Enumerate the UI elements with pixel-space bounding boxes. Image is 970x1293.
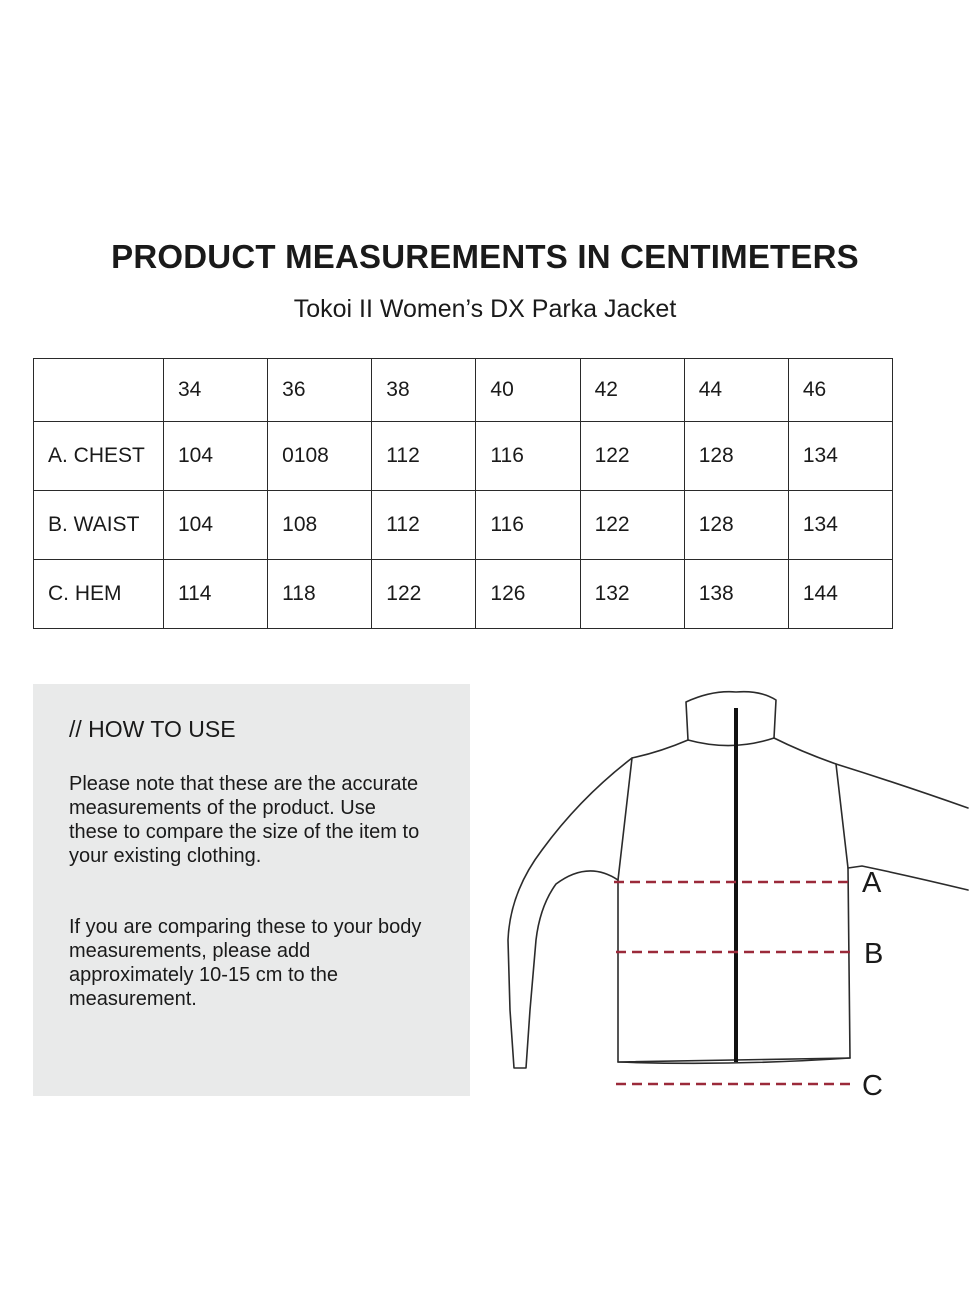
table-cell: 134 [788, 491, 892, 560]
table-cell: 108 [268, 491, 372, 560]
header-cell: 40 [476, 359, 580, 422]
header-cell: 46 [788, 359, 892, 422]
table-cell: 104 [164, 491, 268, 560]
waist-marker-label: B [864, 938, 884, 970]
row-label: C. HEM [34, 560, 164, 629]
page-title: PRODUCT MEASUREMENTS IN CENTIMETERS [111, 238, 859, 275]
table-row-chest [34, 422, 893, 491]
table-row-hem [34, 560, 893, 629]
header-cell: 44 [684, 359, 788, 422]
how-to-use-panel [33, 684, 470, 1096]
table-cell: 132 [580, 560, 684, 629]
collar-seam [688, 738, 774, 746]
table-header-row [34, 359, 893, 422]
how-to-use-paragraph: Please note that these are the accurate measurements of the product. Use these to compare the size of the item to your existing clothing. [69, 773, 420, 867]
left-sleeve-outline [508, 758, 632, 1068]
header-cell [34, 359, 164, 422]
table-cell: 128 [684, 422, 788, 491]
hem-marker-label: C [862, 1070, 883, 1102]
table-cell: 122 [372, 560, 476, 629]
table-cell: 134 [788, 422, 892, 491]
table-cell: 0108 [268, 422, 372, 491]
how-to-use-paragraph: If you are comparing these to your body measurements, please add approximately 10-15 cm to the measurement. [69, 916, 422, 1010]
table-cell: 116 [476, 491, 580, 560]
table-cell: 104 [164, 422, 268, 491]
table-cell: 138 [684, 560, 788, 629]
table-cell: 144 [788, 560, 892, 629]
row-label: A. CHEST [34, 422, 164, 491]
chest-marker-label: A [862, 867, 882, 899]
table-cell: 126 [476, 560, 580, 629]
header-cell: 34 [164, 359, 268, 422]
table-cell: 114 [164, 560, 268, 629]
table-cell: 128 [684, 491, 788, 560]
table-row-waist [34, 491, 893, 560]
right-sleeve-outline [836, 764, 968, 808]
product-name: Tokoi II Women’s DX Parka Jacket [293, 295, 677, 323]
row-label: B. WAIST [34, 491, 164, 560]
header-cell: 36 [268, 359, 372, 422]
size-chart-table [33, 358, 893, 629]
jacket-diagram [490, 680, 970, 1110]
table-cell: 122 [580, 422, 684, 491]
table-cell: 116 [476, 422, 580, 491]
table-cell: 112 [372, 422, 476, 491]
header-cell: 42 [580, 359, 684, 422]
table-cell: 118 [268, 560, 372, 629]
collar-outline [686, 692, 776, 740]
table-cell: 112 [372, 491, 476, 560]
table-cell: 122 [580, 491, 684, 560]
header-cell: 38 [372, 359, 476, 422]
how-to-use-heading: // HOW TO USE [69, 716, 236, 742]
